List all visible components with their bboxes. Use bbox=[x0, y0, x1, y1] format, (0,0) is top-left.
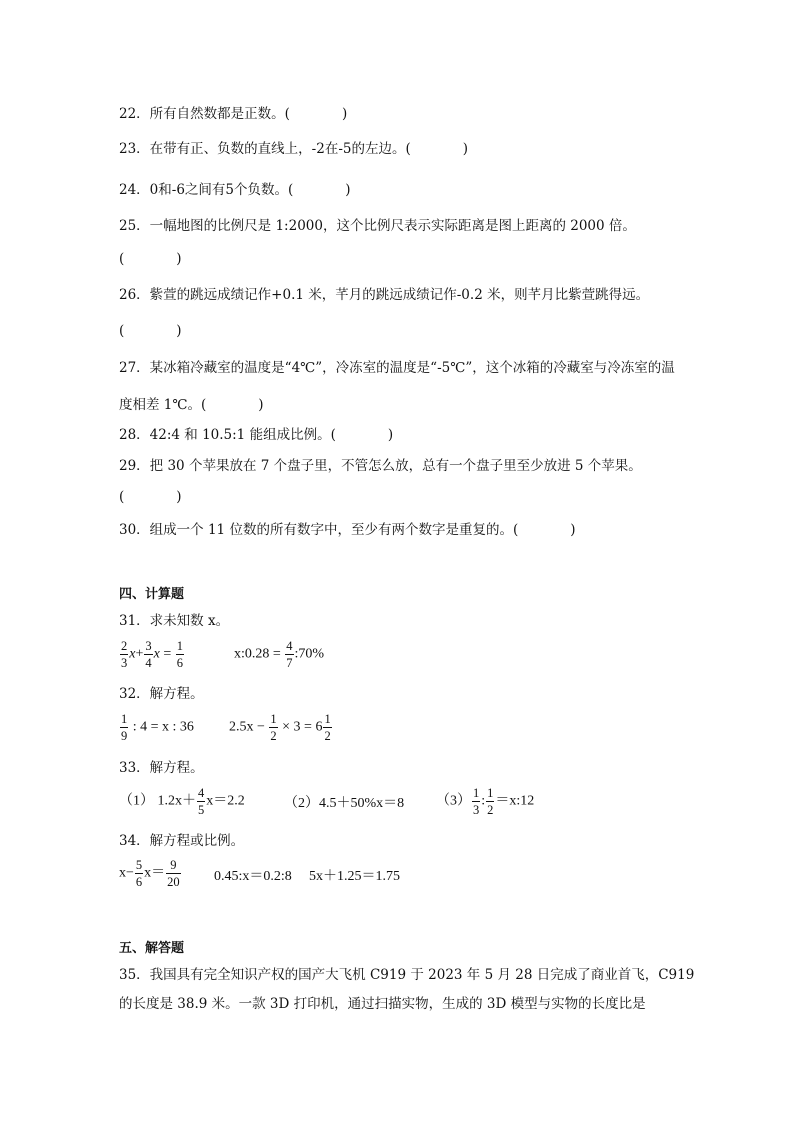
question-32-equation-2: 2.5x − $\frac{1}{2}$ × 3 = 6 $\frac{1}{2}$ bbox=[229, 712, 331, 743]
question-28: 28．42:4 和 10.5:1 能组成比例。( ) bbox=[119, 427, 394, 443]
question-31-equation-1: $\frac{2}{3}$ x+ $\frac{3}{4}$ x = $\frac{1}{6}$ bbox=[121, 639, 183, 670]
question-22: 22．所有自然数都是正数。( ) bbox=[119, 106, 348, 122]
question-31-title: 31．求未知数 x。 bbox=[119, 613, 230, 629]
question-24: 24．0和-6之间有5个负数。( ) bbox=[119, 182, 351, 198]
fraction: $\frac{3}{4}$ bbox=[145, 639, 152, 670]
question-27-cont: 度相差 1℃。( ) bbox=[119, 397, 264, 413]
question-31-equation-2: x:0.28 = $\frac{4}{7}$ :70% bbox=[234, 639, 325, 670]
fraction: $\frac{1}{9}$ bbox=[121, 712, 128, 743]
question-34-equation-2: 0.45:x＝0.2:8 bbox=[214, 869, 292, 884]
fraction: $\frac{1}{2}$ bbox=[324, 712, 331, 743]
answer-blank-26: ( ) bbox=[119, 323, 182, 339]
fraction: $\frac{1}{2}$ bbox=[270, 712, 277, 743]
fraction: $\frac{1}{2}$ bbox=[487, 786, 494, 817]
question-23: 23．在带有正、负数的直线上，-2在-5的左边。( ) bbox=[119, 141, 469, 157]
question-26: 26．紫萱的跳远成绩记作+0.1 米，芊月的跳远成绩记作-0.2 米，则芊月比紫萱跳得远。 bbox=[119, 287, 650, 303]
question-34-equation-3: 5x＋1.25＝1.75 bbox=[309, 869, 400, 884]
fraction: $\frac{4}{5}$ bbox=[198, 786, 205, 817]
fraction: $\frac{1}{6}$ bbox=[176, 639, 183, 670]
fraction: $\frac{2}{3}$ bbox=[121, 639, 128, 670]
question-33-equation-3: （3） $\frac{1}{3}$ : $\frac{1}{2}$ ＝x:12 bbox=[436, 786, 535, 817]
question-30: 30．组成一个 11 位数的所有数字中，至少有两个数字是重复的。( ) bbox=[119, 522, 576, 538]
fraction: $\frac{9}{20}$ bbox=[167, 858, 180, 889]
question-35-line-2: 的长度是 38.9 米。一款 3D 打印机，通过扫描实物，生成的 3D 模型与实物的长度比是 bbox=[119, 996, 646, 1012]
question-34-title: 34．解方程或比例。 bbox=[119, 833, 245, 849]
question-32-equation-1: $\frac{1}{9}$ : 4 = x : 36 bbox=[121, 712, 194, 743]
question-29: 29．把 30 个苹果放在 7 个盘子里，不管怎么放，总有一个盘子里至少放进 5 个苹果。 bbox=[119, 458, 642, 474]
section-heading-calculation: 四、计算题 bbox=[119, 587, 185, 602]
fraction: $\frac{5}{6}$ bbox=[135, 858, 143, 889]
question-33-title: 33．解方程。 bbox=[119, 760, 204, 776]
question-25: 25．一幅地图的比例尺是 1:2000，这个比例尺表示实际距离是图上距离的 2000 倍。 bbox=[119, 218, 636, 234]
question-35-line-1: 35．我国具有完全知识产权的国产大飞机 C919 于 2023 年 5 月 28 日完成了商业首飞，C919 bbox=[119, 967, 695, 983]
answer-blank-29: ( ) bbox=[119, 489, 182, 505]
question-33-equation-2: （2）4.5＋50%x＝8 bbox=[284, 796, 405, 811]
question-34-equation-1: x− $\frac{5}{6}$ x＝ $\frac{9}{20}$ bbox=[119, 858, 180, 889]
answer-blank-25: ( ) bbox=[119, 251, 182, 267]
question-33-equation-1: （1） 1.2x＋ $\frac{4}{5}$ x＝2.2 bbox=[119, 786, 245, 817]
question-27: 27．某冰箱冷藏室的温度是“4℃”，冷冻室的温度是“-5℃”，这个冰箱的冷藏室与冷冻室的温 bbox=[119, 360, 675, 376]
fraction: $\frac{1}{3}$ bbox=[473, 786, 480, 817]
section-heading-solutions: 五、解答题 bbox=[119, 941, 185, 956]
fraction: $\frac{4}{7}$ bbox=[286, 639, 293, 670]
question-32-title: 32．解方程。 bbox=[119, 686, 204, 702]
